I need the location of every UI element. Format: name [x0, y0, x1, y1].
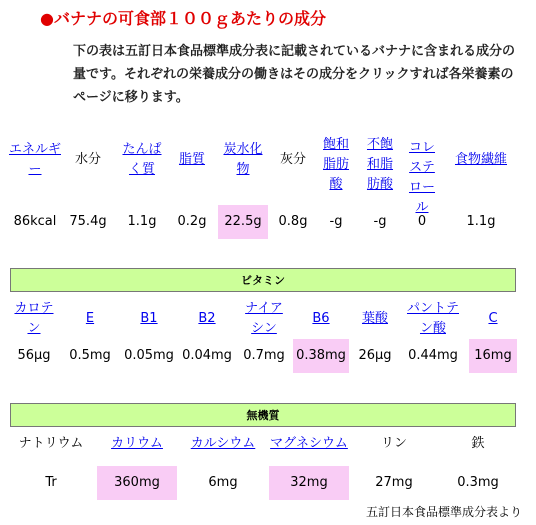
value-cell: Tr	[45, 475, 57, 490]
header-link-energy[interactable]: エネルギー	[8, 142, 61, 177]
value-cell-highlighted: 16mg	[469, 339, 517, 373]
header-cell[interactable]	[358, 138, 402, 192]
header-label-sodium: ナトリウム	[18, 436, 84, 451]
header-link-carbohydrate[interactable]: 炭水化物	[223, 142, 263, 177]
value-cell: 0	[417, 214, 427, 229]
header-link-magnesium[interactable]: マグネシウム	[270, 436, 348, 451]
header-cell[interactable]	[8, 138, 62, 182]
header-cell[interactable]	[120, 297, 178, 341]
value-cell: 1.1g	[127, 214, 157, 229]
value-cell: 1.1g	[466, 214, 496, 229]
value-cell: 56μg	[17, 348, 51, 363]
header-link-vitamin-b1[interactable]: B1	[140, 311, 158, 326]
mineral-section-bar: 無機質	[10, 403, 516, 427]
header-link-folic-acid[interactable]: 葉酸	[361, 311, 388, 326]
value-cell: 27mg	[375, 475, 413, 490]
header-link-vitamin-c[interactable]: C	[488, 311, 498, 326]
header-link-protein[interactable]: たんぱく質	[122, 142, 162, 177]
mineral-value-row	[8, 466, 520, 500]
header-cell[interactable]	[170, 138, 214, 182]
basic-header-row	[8, 137, 520, 215]
value-cell: 0.8g	[278, 214, 308, 229]
header-link-vitamin-b2[interactable]: B2	[198, 311, 216, 326]
header-cell	[436, 432, 520, 456]
basic-value-row	[8, 205, 520, 239]
value-cell: 86kcal	[13, 214, 57, 229]
header-label-ash: 灰分	[279, 152, 306, 167]
value-cell: 0.3mg	[457, 475, 499, 490]
vitamin-header-row	[8, 297, 520, 341]
header-label-water: 水分	[74, 152, 101, 167]
value-cell: 75.4g	[69, 214, 107, 229]
header-cell[interactable]	[266, 432, 352, 456]
header-cell[interactable]	[400, 297, 466, 341]
header-cell[interactable]	[178, 297, 236, 341]
header-link-vitamin-b6[interactable]: B6	[312, 311, 330, 326]
value-cell: 0.5mg	[69, 348, 111, 363]
header-link-pantothenic-acid[interactable]: パントテン酸	[406, 301, 459, 336]
header-link-fat[interactable]: 脂質	[178, 152, 205, 167]
value-cell-highlighted: 0.38mg	[293, 339, 349, 373]
header-cell	[62, 138, 114, 182]
header-link-cholesterol[interactable]: コレステロール	[408, 140, 435, 215]
value-cell: -g	[373, 214, 387, 229]
source-note: 五訂日本食品標準成分表より	[365, 505, 522, 519]
value-cell: -g	[329, 214, 343, 229]
header-link-potassium[interactable]: カリウム	[111, 436, 163, 451]
value-cell: 0.05mg	[124, 348, 174, 363]
header-cell	[8, 432, 94, 456]
header-link-unsaturated-fatty-acid[interactable]: 不飽和脂肪酸	[366, 137, 393, 192]
header-cell[interactable]	[402, 138, 442, 215]
header-cell[interactable]	[94, 432, 180, 456]
value-cell-highlighted: 360mg	[97, 466, 177, 500]
header-cell	[352, 432, 436, 456]
value-cell: 0.2g	[177, 214, 207, 229]
header-cell[interactable]	[8, 297, 60, 341]
header-cell[interactable]	[292, 297, 350, 341]
value-cell: 0.44mg	[408, 348, 458, 363]
mineral-header-row	[8, 432, 520, 456]
vitamin-value-row	[8, 339, 520, 373]
value-cell: 26μg	[358, 348, 392, 363]
header-link-dietary-fiber[interactable]: 食物繊維	[454, 152, 507, 167]
header-cell[interactable]	[350, 297, 400, 341]
header-label-iron: 鉄	[471, 436, 485, 451]
value-cell-highlighted: 22.5g	[218, 205, 268, 239]
value-cell: 0.04mg	[182, 348, 232, 363]
header-cell[interactable]	[442, 138, 520, 182]
header-cell	[272, 138, 314, 182]
header-label-phosphorus: リン	[380, 436, 407, 451]
header-link-calcium[interactable]: カルシウム	[190, 436, 256, 451]
header-link-vitamin-e[interactable]: E	[85, 311, 95, 326]
value-cell-highlighted: 32mg	[269, 466, 349, 500]
header-cell[interactable]	[214, 138, 272, 182]
header-cell[interactable]	[466, 297, 520, 341]
header-link-saturated-fatty-acid[interactable]: 飽和脂肪酸	[322, 137, 349, 192]
page-title: ●バナナの可食部１００ｇあたりの成分	[40, 9, 326, 28]
header-cell[interactable]	[314, 138, 358, 192]
header-link-carotene[interactable]: カロテン	[14, 301, 54, 336]
header-link-niacin[interactable]: ナイアシン	[245, 301, 283, 336]
intro-paragraph: 下の表は五訂日本食品標準成分表に記載されているバナナに含まれる成分の量です。それぞれの栄養成分の働きはその成分をクリックすれば各栄養素のページに移ります。	[73, 44, 516, 105]
header-cell[interactable]	[114, 138, 170, 182]
vitamin-section-bar: ビタミン	[10, 268, 516, 292]
header-cell[interactable]	[236, 297, 292, 341]
header-cell[interactable]	[60, 297, 120, 341]
header-cell[interactable]	[180, 432, 266, 456]
value-cell: 6mg	[208, 475, 238, 490]
value-cell: 0.7mg	[243, 348, 285, 363]
